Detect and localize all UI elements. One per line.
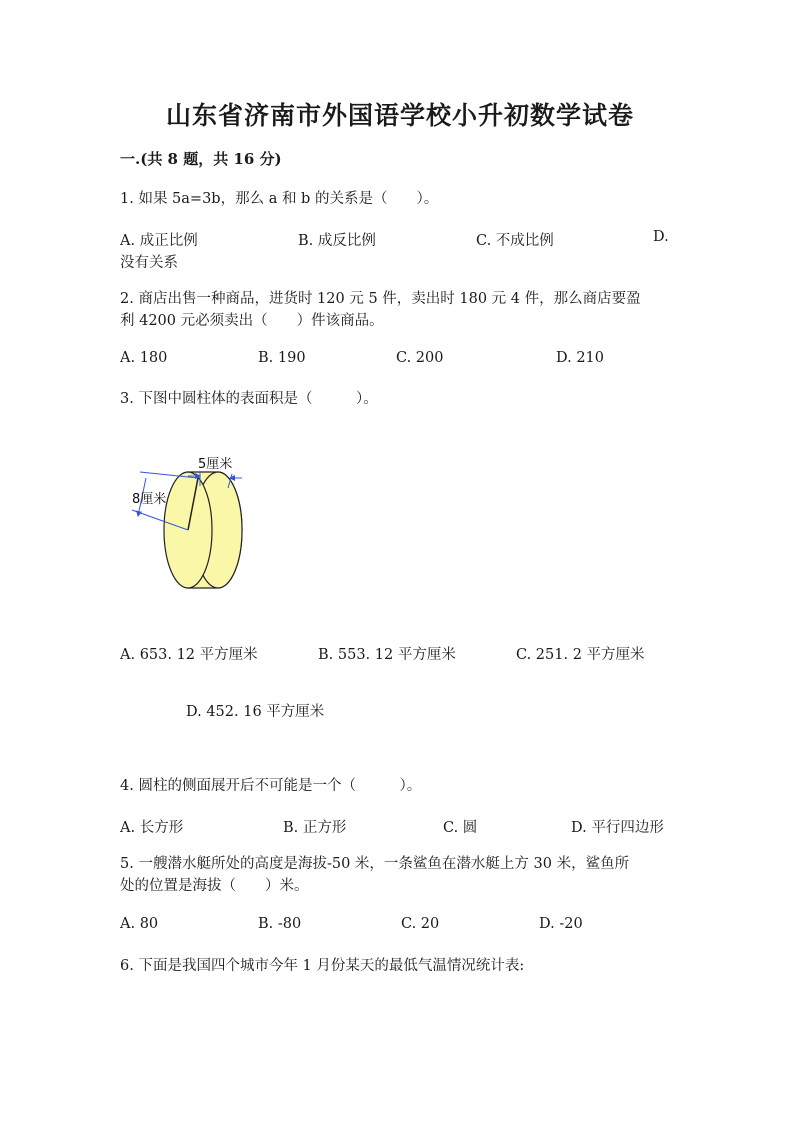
question-5-option-d: D. -20 [539,916,583,932]
question-1-option-a: A. 成正比例 [120,233,198,249]
question-5-stem-line2: 处的位置是海拔（ ）米。 [120,878,309,894]
question-2-stem-line2: 利 4200 元必须卖出（ ）件该商品。 [120,313,384,329]
question-4-stem: 4. 圆柱的侧面展开后不可能是一个（ ）。 [120,778,422,794]
question-2-option-c: C. 200 [396,350,444,366]
question-5-stem-line1: 5. 一艘潜水艇所处的高度是海拔-50 米，一条鲨鱼在潜水艇上方 30 米，鲨鱼所 [120,856,630,872]
question-3-option-d: D. 452. 16 平方厘米 [186,704,325,720]
section-heading: 一.(共 8 题，共 16 分) [120,150,282,168]
question-1-stem: 1. 如果 5a=3b，那么 a 和 b 的关系是（ ）。 [120,191,439,207]
question-3-stem: 3. 下图中圆柱体的表面积是（ ）。 [120,391,378,407]
question-5-option-a: A. 80 [120,916,159,932]
question-1-option-c: C. 不成比例 [476,233,554,249]
question-2-option-d: D. 210 [556,350,605,366]
question-4-option-d: D. 平行四边形 [571,820,664,836]
question-2-stem-line1: 2. 商店出售一种商品，进货时 120 元 5 件，卖出时 180 元 4 件，那么商店要盈 [120,291,641,307]
question-4-option-a: A. 长方形 [120,820,184,836]
question-5-option-c: C. 20 [401,916,440,932]
question-5-option-b: B. -80 [258,916,302,932]
cylinder-figure [120,448,270,602]
question-2-option-b: B. 190 [258,350,306,366]
question-6-stem: 6. 下面是我国四个城市今年 1 月份某天的最低气温情况统计表: [120,958,525,974]
question-1-option-b: B. 成反比例 [298,233,376,249]
question-4-option-c: C. 圆 [443,820,478,836]
question-3-option-b: B. 553. 12 平方厘米 [318,647,456,663]
question-3-option-a: A. 653. 12 平方厘米 [120,647,258,663]
question-3-option-c: C. 251. 2 平方厘米 [516,647,645,663]
page-title: 山东省济南市外国语学校小升初数学试卷 [165,101,634,130]
question-4-option-b: B. 正方形 [283,820,347,836]
question-1-option-d-text: 没有关系 [120,255,178,271]
question-2-option-a: A. 180 [120,350,168,366]
label-8cm: 8厘米 [132,492,167,507]
cylinder-diagram [120,448,270,598]
label-5cm: 5厘米 [198,457,233,472]
question-1-option-d: D. [653,229,669,245]
